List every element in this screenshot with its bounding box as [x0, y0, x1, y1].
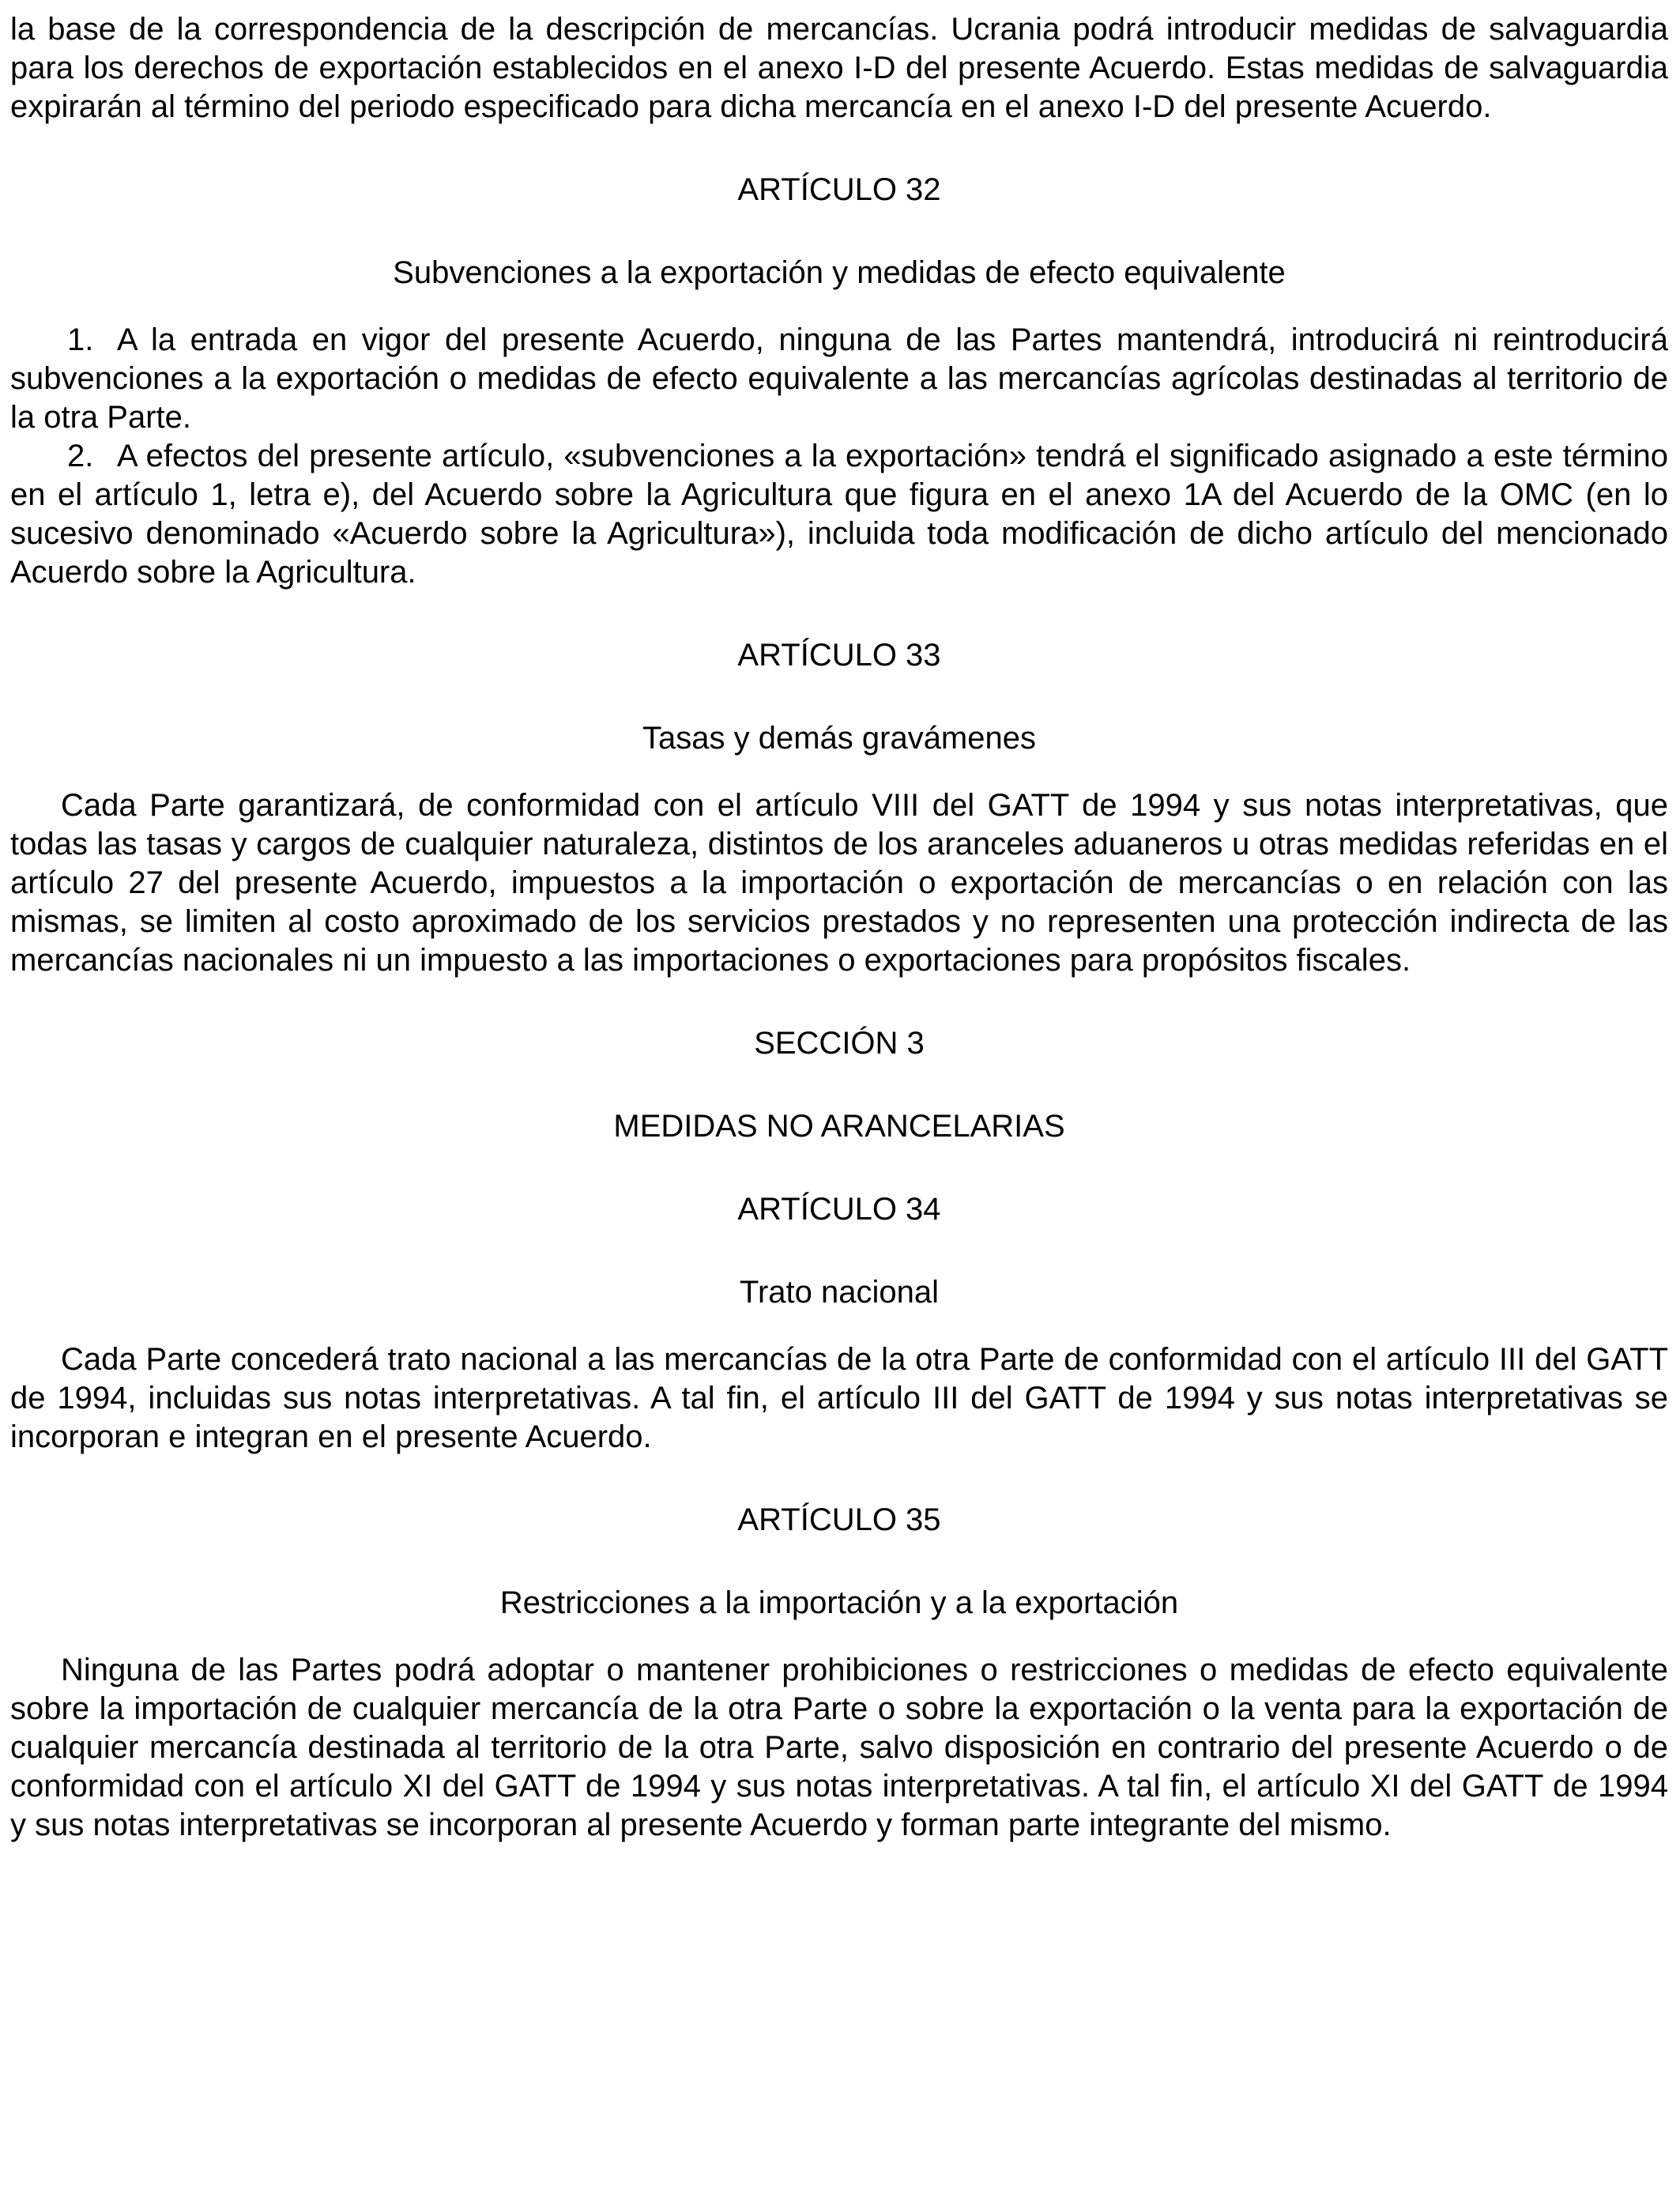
heading-articulo-33: ARTÍCULO 33: [737, 638, 941, 673]
paragraph-articulo-35: Ninguna de las Partes podrá adoptar o mantener prohibiciones o restricciones o medidas de efecto equivalente sobre la importación de cualquier mercancía de la otra Parte o sobre la exportación o la venta para la exportación de cualquier mercancía destinada al territorio de la otra Parte, salvo disposición en contrario del presente Acuerdo o de conformidad con el artículo XI del GATT de 1994 y sus notas interpretativas. A tal fin, el artículo XI del GATT de 1994 y sus notas interpretativas se incorporan al presente Acuerdo y forman parte integrante del mismo.: [10, 1653, 1668, 1842]
paragraph-articulo-33: Cada Parte garantizará, de conformidad con el artículo VIII del GATT de 1994 y sus notas interpretativas, que todas las tasas y cargos de cualquier naturaleza, distintos de los aranceles aduaneros u otras medidas referidas en el artículo 27 del presente Acuerdo, impuestos a la importación o exportación de mercancías o en relación con las mismas, se limiten al costo aproximado de los servicios prestados y no representen una protección indirecta de las mercancías nacionales ni un impuesto a las importaciones o exportaciones para propósitos fiscales.: [10, 788, 1668, 978]
subheading-articulo-32: Subvenciones a la exportación y medidas de efecto equivalente: [393, 255, 1286, 290]
subheading-articulo-35: Restricciones a la importación y a la exportación: [499, 1585, 1179, 1620]
numbered-paragraph-1: [10, 321, 1668, 437]
paragraph-number: 1.: [67, 322, 94, 357]
heading-medidas-no-arancelarias: MEDIDAS NO ARANCELARIAS: [613, 1109, 1065, 1144]
subheading-articulo-34: Trato nacional: [740, 1275, 939, 1310]
numbered-paragraph-1-text: A la entrada en vigor del presente Acuerdo, ninguna de las Partes mantendrá, introducirá ni reintroducirá subvenciones a la exportación o medidas de efecto equivalente a las mercancías agrícolas destinadas al territorio de la otra Parte.: [10, 322, 1668, 435]
subheading-articulo-33: Tasas y demás gravámenes: [642, 721, 1036, 756]
paragraph-continuation: la base de la correspondencia de la descripción de mercancías. Ucrania podrá introducir medidas de salvaguardia para los derechos de exportación establecidos en el anexo I-D del presente Acuerdo. Estas medidas de salvaguardia expirarán al término del periodo especificado para dicha mercancía en el anexo I-D del presente Acuerdo.: [10, 12, 1668, 124]
heading-articulo-34: ARTÍCULO 34: [737, 1192, 941, 1227]
heading-seccion-3: SECCIÓN 3: [754, 1026, 925, 1061]
paragraph-number: 2.: [67, 439, 94, 473]
numbered-paragraph-2: [10, 437, 1668, 592]
paragraph-articulo-34: Cada Parte concederá trato nacional a las mercancías de la otra Parte de conformidad con el artículo III del GATT de 1994, incluidas sus notas interpretativas. A tal fin, el artículo III del GATT de 1994 y sus notas interpretativas se incorporan e integran en el presente Acuerdo.: [10, 1342, 1668, 1454]
numbered-paragraph-2-text: A efectos del presente artículo, «subvenciones a la exportación» tendrá el significado asignado a este término en el artículo 1, letra e), del Acuerdo sobre la Agricultura que figura en el anexo 1A del Acuerdo de la OMC (en lo sucesivo denominado «Acuerdo sobre la Agricultura»), incluida toda modificación de dicho artículo del mencionado Acuerdo sobre la Agricultura.: [10, 439, 1668, 590]
heading-articulo-32: ARTÍCULO 32: [737, 172, 941, 207]
heading-articulo-35: ARTÍCULO 35: [737, 1502, 941, 1537]
